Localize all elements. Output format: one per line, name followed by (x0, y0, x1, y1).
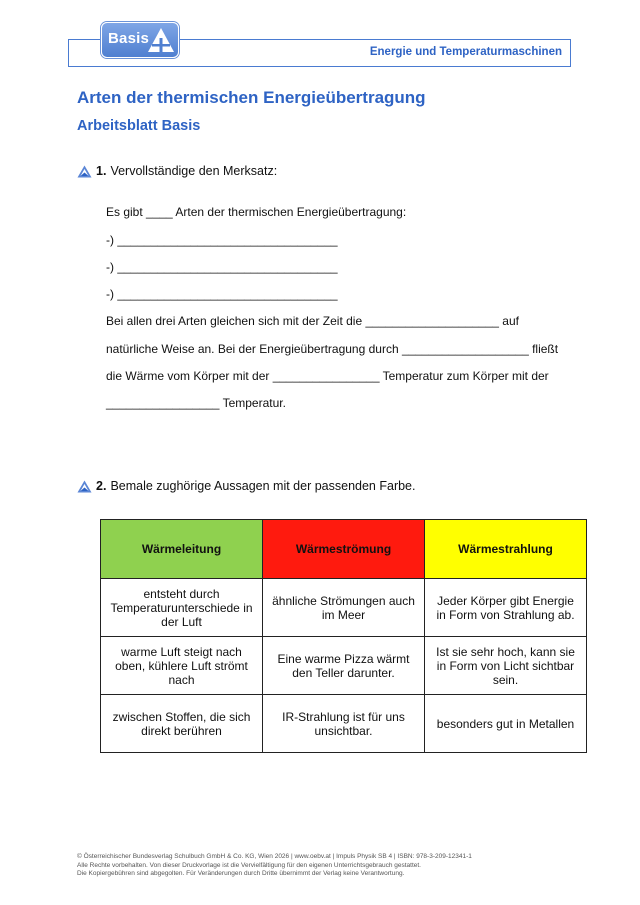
table-row (101, 637, 587, 695)
merksatz-line: -) _________________________________ (106, 233, 338, 247)
task-1-heading (77, 164, 277, 178)
task-2-heading (77, 479, 416, 493)
statement-cell[interactable]: IR-Strahlung ist für uns unsichtbar. (263, 695, 425, 753)
statement-cell[interactable]: entsteht durch Temperaturunterschiede in der Luft (101, 579, 263, 637)
statement-cell[interactable]: Ist sie sehr hoch, kann sie in Form von Licht sichtbar sein. (425, 637, 587, 695)
statement-cell[interactable]: ähnliche Strömungen auch im Meer (263, 579, 425, 637)
difficulty-triangle-icon (77, 165, 92, 178)
difficulty-triangle-icon (77, 480, 92, 493)
table-header-row (101, 520, 587, 579)
merksatz-line: _________________ Temperatur. (106, 396, 286, 410)
footer-line: Die Kopiergebühren sind abgegolten. Für Veränderungen durch Dritte übernimmt der Verlag keine Verantwortung. (77, 870, 405, 877)
footer-line: © Österreichischer Bundesverlag Schulbuch GmbH & Co. KG, Wien 2026 | www.oebv.at | Impuls Physik SB 4 | ISBN: 978-3-209-12341-1 (77, 853, 472, 860)
task-1-number: 1. (96, 164, 107, 178)
header-waermestrahlung: Wärmestrahlung (425, 520, 587, 579)
header-waermeleitung: Wärmeleitung (101, 520, 263, 579)
merksatz-line: natürliche Weise an. Bei der Energieübertragung durch ___________________ fließt (106, 342, 559, 356)
task-1-instruction: Vervollständige den Merksatz: (110, 164, 278, 178)
footer (77, 853, 472, 879)
table-row (101, 579, 587, 637)
color-table (100, 519, 587, 753)
statement-cell[interactable]: warme Luft steigt nach oben, kühlere Luft strömt nach (101, 637, 263, 695)
page-subtitle: Arbeitsblatt Basis (77, 118, 201, 134)
header-waermestroemung: Wärmeströmung (263, 520, 425, 579)
statement-cell[interactable]: zwischen Stoffen, die sich direkt berühren (101, 695, 263, 753)
basis-logo (101, 22, 179, 58)
logo-text: Basis (108, 30, 150, 47)
statement-cell[interactable]: besonders gut in Metallen (425, 695, 587, 753)
task-2-instruction: Bemale zughörige Aussagen mit der passenden Farbe. (110, 479, 416, 493)
statement-cell[interactable]: Jeder Körper gibt Energie in Form von Strahlung ab. (425, 579, 587, 637)
merksatz-line: -) _________________________________ (106, 287, 338, 301)
merksatz-line: die Wärme vom Körper mit der ________________ Temperatur zum Körper mit der (106, 369, 549, 383)
logo-triangle-icon (146, 26, 176, 54)
task-2-number: 2. (96, 479, 107, 493)
page-title: Arten der thermischen Energieübertragung (77, 88, 426, 107)
table-row (101, 695, 587, 753)
merksatz-line: -) _________________________________ (106, 260, 338, 274)
statement-cell[interactable]: Eine warme Pizza wärmt den Teller darunter. (263, 637, 425, 695)
merksatz-line: Bei allen drei Arten gleichen sich mit der Zeit die ____________________ auf (106, 314, 519, 328)
footer-line: Alle Rechte vorbehalten. Von dieser Druckvorlage ist die Vervielfältigung für den eigenen Unterrichtsgebrauch gestattet. (77, 861, 421, 869)
header-title: Energie und Temperaturmaschinen (369, 46, 562, 58)
merksatz-line: Es gibt ____ Arten der thermischen Energieübertragung: (106, 205, 407, 219)
